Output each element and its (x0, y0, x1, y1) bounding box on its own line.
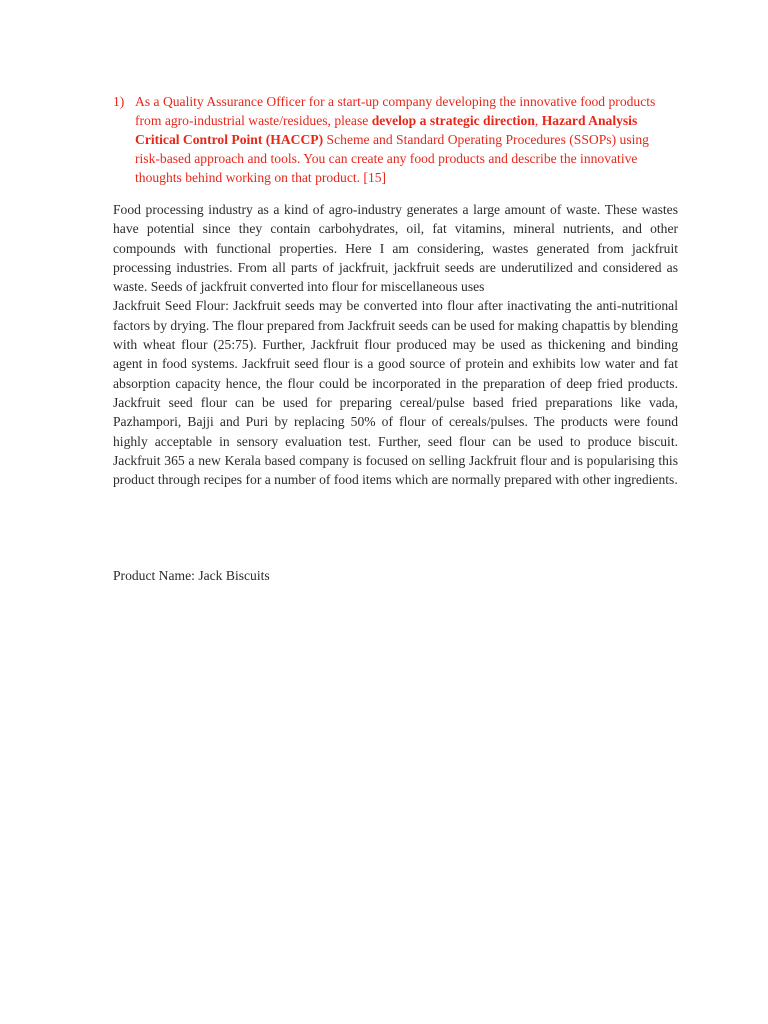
paragraph-food-processing-waste: Food processing industry as a kind of agro-industry generates a large amount of waste. These wastes have potential since they contain carbohydrates, oil, fat vitamins, mineral nutrients, and other compounds with functional properties. Here I am considering, wastes generated from jackfruit processing industries. From all parts of jackfruit, jackfruit seeds are underutilized and considered as waste. Seeds of jackfruit converted into flour for miscellaneous uses (113, 202, 678, 295)
answer-body (113, 200, 678, 489)
product-name-line: Product Name: Jack Biscuits (113, 568, 270, 583)
question-separator: , (534, 112, 542, 128)
question-text (135, 93, 658, 188)
question-bold-strategic-direction: develop a strategic direction (371, 112, 535, 128)
question-text-part1: As a Quality Assurance Officer for a start-up company developing the innovative food products from agro-industrial waste/residues, please (135, 94, 656, 128)
question-number: 1) (113, 94, 125, 109)
question-text-part2: Scheme and Standard Operating Procedures (SSOPs) using risk-based approach and tools. You can create any food products and describe the innovative thoughts behind working on that product. [15] (135, 131, 649, 185)
paragraph-jackfruit-seed-flour: Jackfruit Seed Flour: Jackfruit seeds may be converted into flour after inactivating the anti-nutritional factors by drying. The flour prepared from Jackfruit seeds can be used for making chapattis by blending with wheat flour (25:75). Further, Jackfruit flour produced may be used as thickening and binding agent in food systems. Jackfruit seed flour is a good source of protein and exhibits low water and fat absorption capacity hence, the flour could be incorporated in the preparation of deep fried products. Jackfruit seed flour can be used for preparing cereal/pulse based fried preparations like vada, Pazhampori, Bajji and Puri by replacing 50% of flour of cereals/pulses. The products were found highly acceptable in sensory evaluation test. Further, seed flour can be used to produce biscuit. Jackfruit 365 a new Kerala based company is focused on selling Jackfruit flour and is popularising this product through recipes for a number of food items which are normally prepared with other ingredients. (113, 298, 678, 488)
question-bold-haccp: Hazard Analysis Critical Control Point (HACCP) (135, 112, 638, 147)
question-block (113, 93, 658, 188)
